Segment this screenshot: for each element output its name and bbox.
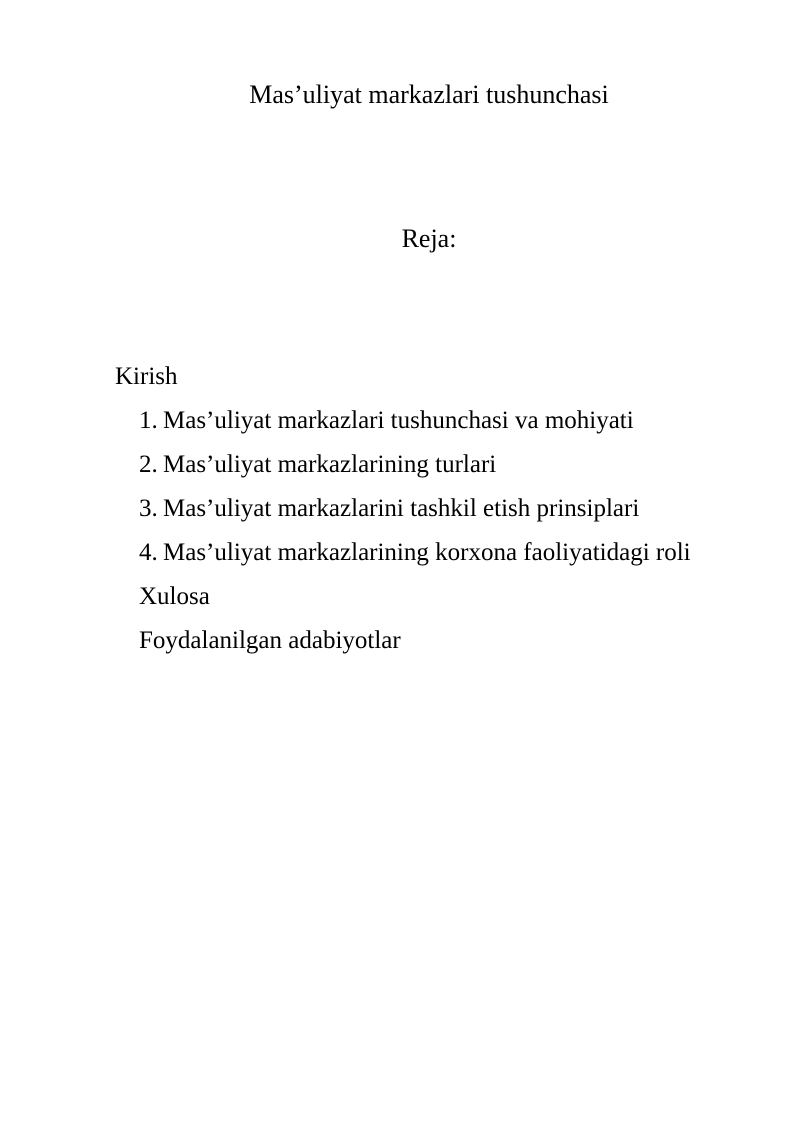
plan-item-number: 2. [139, 451, 158, 478]
conclusion-heading: Xulosa [139, 583, 210, 610]
document-title: Mas’uliyat markazlari tushunchasi [249, 80, 609, 109]
plan-item-text: Mas’uliyat markazlari tushunchasi va mohiyati [163, 407, 634, 434]
plan-list [139, 405, 691, 581]
plan-item-text: Mas’uliyat markazlarining korxona faoliyatidagi roli [163, 539, 691, 566]
plan-item-number: 3. [139, 495, 158, 522]
references-heading: Foydalanilgan adabiyotlar [139, 627, 401, 654]
plan-item-1 [139, 405, 691, 449]
plan-item-2 [139, 449, 691, 493]
plan-heading: Reja: [401, 224, 457, 253]
plan-item-4 [139, 537, 691, 581]
plan-item-number: 1. [139, 407, 158, 434]
intro-heading: Kirish [115, 363, 178, 390]
closing-sections [139, 581, 401, 669]
plan-item-number: 4. [139, 539, 158, 566]
plan-item-text: Mas’uliyat markazlarini tashkil etish prinsiplari [163, 495, 640, 522]
plan-item-text: Mas’uliyat markazlarining turlari [163, 451, 497, 478]
plan-item-3 [139, 493, 691, 537]
